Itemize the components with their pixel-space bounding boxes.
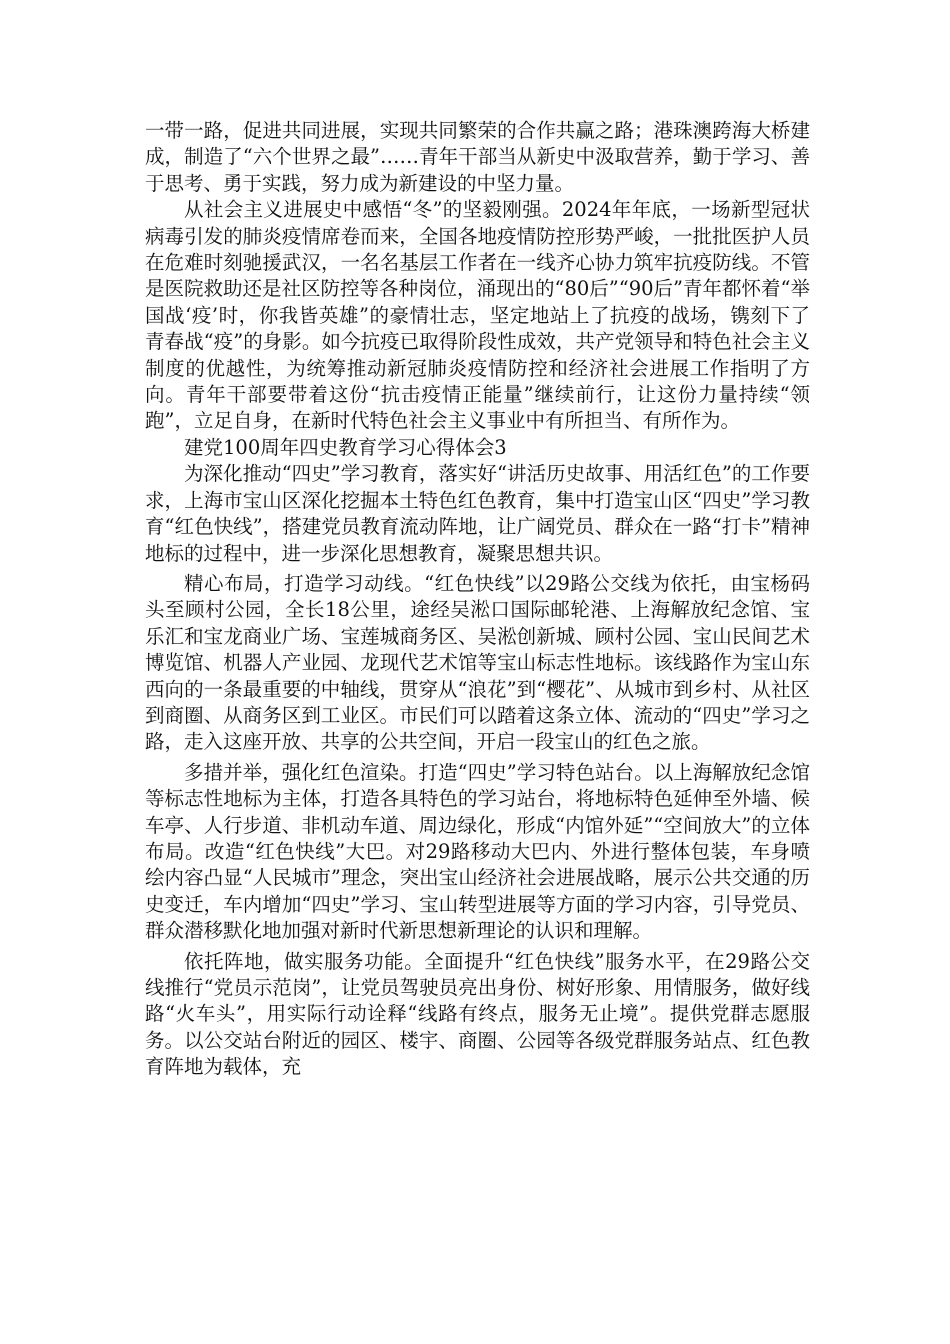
paragraph-winter-resilience: 从社会主义进展史中感悟“冬”的坚毅刚强。2024年年底，一场新型冠状病毒引发的肺炎疫情席卷而来，全国各地疫情防控形势严峻，一批批医护人员在危难时刻驰援武汉，一名名基层工作者在一线齐心协力筑牢抗疫防线。不管是医院救助还是社区防控等各种岗位，涌现出的“80后”“90后”青年都怀着“举国战‘疫’时，你我皆英雄”的豪情壮志，坚定地站上了抗疫的战场，镌刻下了青春战“疫”的身影。如今抗疫已取得阶段性成效，共产党领导和特色社会主义制度的优越性，为统筹推动新冠肺炎疫情防控和经济社会进展工作指明了方向。青年干部要带着这份“抗击疫情正能量”继续前行，让这份力量持续“领跑”，立足自身，在新时代特色社会主义事业中有所担当、有所作为。 (145, 198, 810, 433)
paragraph-red-express-intro: 为深化推动“四史”学习教育，落实好“讲活历史故事、用活红色”的工作要求，上海市宝山区深化挖掘本土特色红色教育，集中打造宝山区“四史”学习教育“红色快线”，搭建党员教育流动阵地，让广阔党员、群众在一路“打卡”精神地标的过程中，进一步深化思想教育，凝聚思想共识。 (145, 462, 810, 565)
paragraph-red-rendering: 多措并举，强化红色渲染。打造“四史”学习特色站台。以上海解放纪念馆等标志性地标为主体，打造各具特色的学习站台，将地标特色延伸至外墙、候车亭、人行步道、非机动车道、周边绿化，形成“内馆外延”“空间放大”的立体布局。改造“红色快线”大巴。对29路移动大巴内、外进行整体包装，车身喷绘内容凸显“人民城市”理念，突出宝山经济社会进展战略，展示公共交通的历史变迁，车内增加“四史”学习、宝山转型进展等方面的学习内容，引导党员、群众潜移默化地加强对新时代新思想新理论的认识和理解。 (145, 760, 810, 943)
section-heading: 建党100周年四史教育学习心得体会3 (184, 435, 507, 459)
paragraph-study-route: 精心布局，打造学习动线。“红色快线”以29路公交线为依托，由宝杨码头至顾村公园，全长18公里，途经吴淞口国际邮轮港、上海解放纪念馆、宝乐汇和宝龙商业广场、宝莲城商务区、吴淞创新城、顾村公园、宝山民间艺术博览馆、机器人产业园、龙现代艺术馆等宝山标志性地标。该线路作为宝山东西向的一条最重要的中轴线，贯穿从“浪花”到“樱花”、从城市到乡村、从社区到商圈、从商务区到工业区。市民们可以踏着这条立体、流动的“四史”学习之路，走入这座开放、共享的公共空间，开启一段宝山的红色之旅。 (145, 571, 810, 754)
document-page (145, 118, 810, 1081)
paragraph-service-functions: 依托阵地，做实服务功能。全面提升“红色快线”服务水平，在29路公交线推行“党员示范岗”，让党员驾驶员亮出身份、树好形象、用情服务，做好线路“火车头”，用实际行动诠释“线路有终点，服务无止境”。提供党群志愿服务。以公交站台附近的园区、楼宇、商圈、公园等各级党群服务站点、红色教育阵地为载体，充 (145, 949, 810, 1079)
paragraph-belt-and-road: 一带一路，促进共同进展，实现共同繁荣的合作共赢之路；港珠澳跨海大桥建成，制造了“六个世界之最”……青年干部当从新史中汲取营养，勤于学习、善于思考、勇于实践，努力成为新建设的中坚力量。 (145, 119, 810, 195)
